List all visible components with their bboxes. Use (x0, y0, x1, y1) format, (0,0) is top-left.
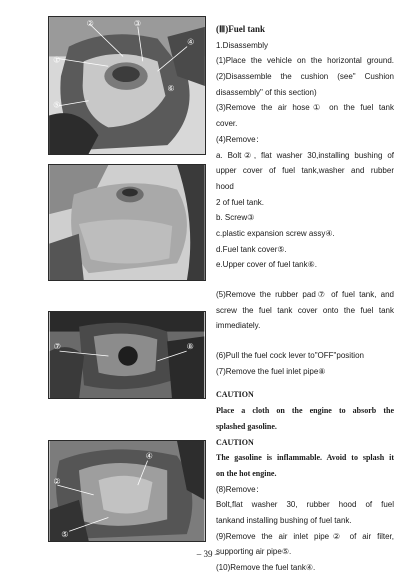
instruction-line: supporting air pipe⑤. (216, 547, 292, 557)
instruction-line (216, 379, 394, 387)
callout-1: ① (53, 55, 61, 65)
instruction-line: (5)Remove the rubber pad⑦ of fuel tank, and (216, 290, 394, 299)
instruction-line: CAUTION (216, 437, 254, 447)
instruction-line: (10)Remove the fuel tank④. (216, 563, 316, 572)
page-number: – 39 – (196, 549, 220, 559)
section-title: (Ⅲ)Fuel tank (216, 24, 265, 34)
callout-4: ④ (187, 37, 195, 47)
instruction-line: c.plastic expansion screw assy④. (216, 228, 335, 238)
instruction-line: b. Screw③ (216, 213, 255, 223)
instruction-line: (6)Pull the fuel cock lever to"OFF"position (216, 351, 364, 361)
callout-5: ⑤ (53, 100, 61, 110)
instruction-line: e.Upper cover of fuel tank⑥. (216, 260, 317, 270)
instruction-line: The gasoline is inflammable. Avoid to splash it (216, 453, 394, 463)
callout-6: ⑥ (167, 83, 175, 93)
instructions-column (216, 22, 394, 576)
instruction-line: (1)Place the vehicle on the horizontal ground. (216, 56, 394, 66)
instruction-line: a. Bolt②, flat washer 30,installing bushing of (216, 150, 394, 160)
callout-2: ② (86, 18, 94, 28)
instruction-line: d.Fuel tank cover⑤. (216, 244, 287, 254)
callout-3: ③ (133, 18, 141, 28)
photo-fuel-tank-cover (48, 164, 206, 281)
instruction-lines (216, 38, 394, 576)
instruction-line: hood (216, 181, 234, 191)
instruction-line: (9)Remove the air inlet pipe② of air filter, (216, 531, 394, 541)
photo-fuel-tank-top-image (49, 17, 205, 154)
instruction-line: (4)Remove： (216, 134, 264, 144)
instruction-line: 2 of fuel tank. (216, 197, 265, 207)
instruction-line (216, 273, 394, 287)
instruction-line: (2)Disassemble the cushion (see" Cushion (216, 72, 394, 82)
callout-2b: ② (53, 477, 61, 487)
instruction-line: on the hot engine. (216, 468, 277, 478)
photo-fuel-tank-removal-image (49, 441, 205, 541)
callout-8: ⑧ (186, 342, 194, 352)
instruction-line (216, 334, 394, 348)
instruction-line: (3)Remove the air hose① on the fuel tank (216, 103, 394, 113)
instruction-line: CAUTION (216, 390, 254, 400)
photo-fuel-tank-cover-image (49, 165, 205, 280)
instruction-line: splashed gasoline. (216, 421, 277, 431)
instruction-line: screw the fuel tank cover onto the fuel tank (216, 305, 394, 315)
instruction-line: upper cover of fuel tank,washer and rubber (216, 166, 394, 176)
photo-fuel-tank-removal (48, 440, 206, 542)
callout-7: ⑦ (53, 342, 61, 352)
callout-5b: ⑤ (61, 530, 69, 540)
instruction-line: (8)Remove： (216, 484, 264, 494)
instruction-line: (7)Remove the fuel inlet pipe⑧ (216, 366, 326, 376)
instruction-line: 1.Disassembly (216, 40, 269, 50)
instruction-line: disassembly" of this section) (216, 87, 317, 97)
instruction-line: immediately. (216, 321, 261, 331)
instruction-line: tankand installing bushing of fuel tank. (216, 515, 352, 525)
instruction-line: cover. (216, 119, 238, 129)
photo-fuel-tank-top (48, 16, 206, 155)
callout-4b: ④ (145, 451, 153, 461)
photo-fuel-inlet-pipe (48, 311, 206, 399)
photo-fuel-inlet-pipe-image (49, 312, 205, 398)
instruction-line: Place a cloth on the engine to absorb the (216, 406, 394, 416)
instruction-line: Bolt,flat washer 30, rubber hood of fuel (216, 500, 394, 510)
